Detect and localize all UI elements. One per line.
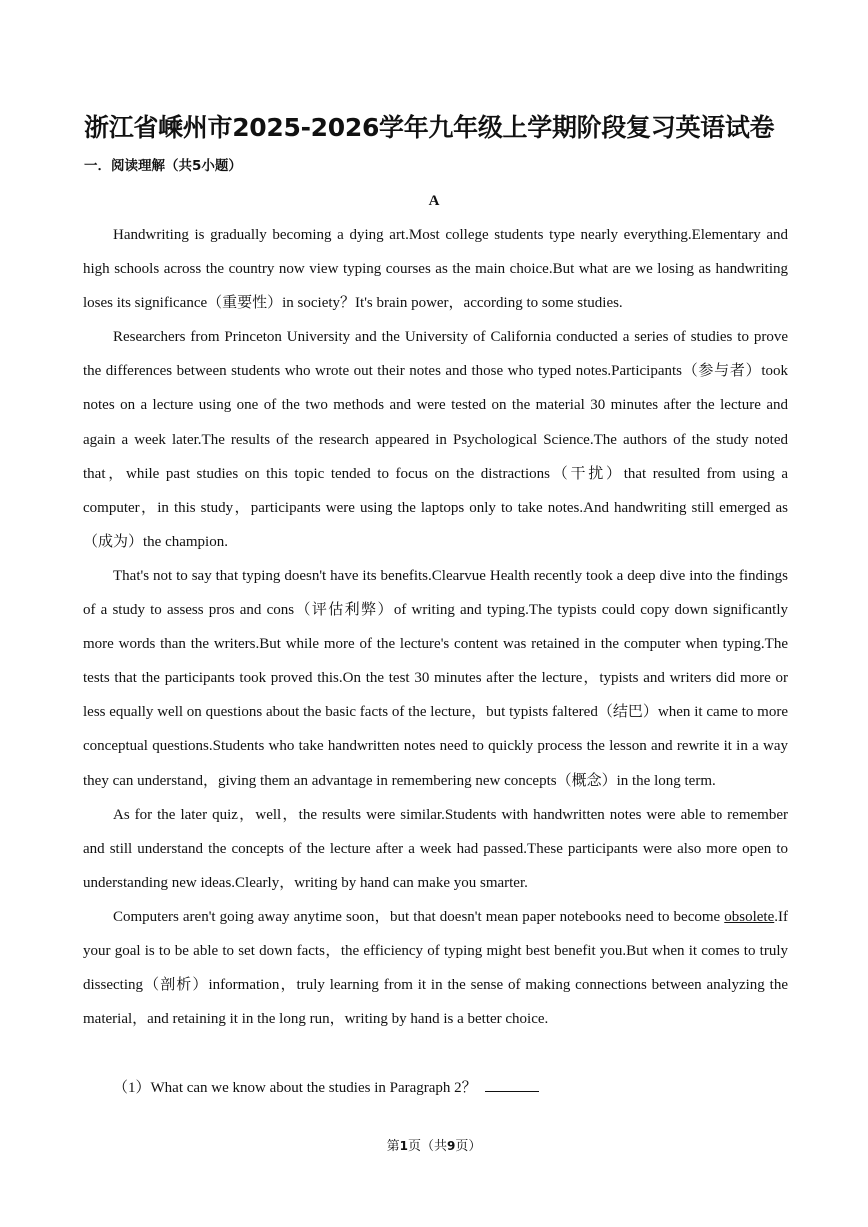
underlined-word: obsolete [724,908,775,925]
answer-blank[interactable] [485,1081,539,1092]
footer-page-number: 1 [399,1139,408,1153]
page-footer [0,1136,868,1156]
paragraph-4: As for the later quiz，well，the results were similar.Students with handwritten notes were able to remember and still understand the concepts of the lecture after a week had passed.These participants were also more open to understanding new ideas.Clearly，writing by hand can make you smarter. [83,806,788,891]
page-title: 浙江省嵊州市2025-2026学年九年级上学期阶段复习英语试卷 [84,113,775,142]
passage-label: A [428,193,440,209]
footer-suffix: 页） [455,1138,482,1153]
paragraph-1: Handwriting is gradually becoming a dying art.Most college students type nearly everything.Elementary and high schools across the country now view typing courses as the main choice.But what are we losing as handwriting loses its significance（重要性）in society？It's brain power，according to some studies. [83,227,788,312]
paragraph-3: That's not to say that typing doesn't have its benefits.Clearvue Health recently took a deep dive into the findings of a study to assess pros and cons（评估利弊）of writing and typing.The typists could copy down significantly more words than the writers.But while more of the lecture's content was retained in the computer when typing.The tests that the participants took proved this.On the test 30 minutes after the lecture，typists and writers did more or less equally well on questions about the basic facts of the lecture，but typists faltered（结巴）when it came to more conceptual questions.Students who take handwritten notes need to quickly process the lesson and rewrite it in a way they can understand，giving them an advantage in remembering new concepts（概念）in the long term. [83,567,788,789]
passage-body [83,218,788,1036]
footer-middle: 页（共 [407,1138,447,1153]
paragraph-2: Researchers from Princeton University and the University of California conducted a series of studies to prove the differences between students who wrote out their notes and those who typed notes.Participants（参与者）took notes on a lecture using one of the two methods and were tested on the material 30 minutes after the lecture and again a week later.The results of the research appeared in Psychological Science.The authors of the study noted that，while past studies on this topic tended to focus on the distractions（干扰）that resulted from using a computer，in this study，participants were using the laptops only to take notes.And handwriting still emerged as（成为）the champion. [83,329,788,550]
paragraph-5 [83,900,788,1036]
paragraph-5-start: Computers aren't going away anytime soon，but that doesn't mean paper notebooks need to become [113,908,725,925]
footer-total-pages: 9 [447,1139,456,1153]
section-heading: 一．阅读理解（共5小题） [84,158,242,174]
paragraph-5-end: .If your goal is to be able to set down facts，the efficiency of typing might best benefit you.But when it comes to truly dissecting（剖析）information，truly learning from it in the sense of making connections between analyzing the material，and retaining it in the long run，writing by hand is a better choice. [83,908,788,1028]
question-1-text: （1）What can we know about the studies in Paragraph 2？ [113,1080,477,1096]
footer-prefix: 第 [386,1138,400,1153]
question-1 [113,1072,539,1104]
